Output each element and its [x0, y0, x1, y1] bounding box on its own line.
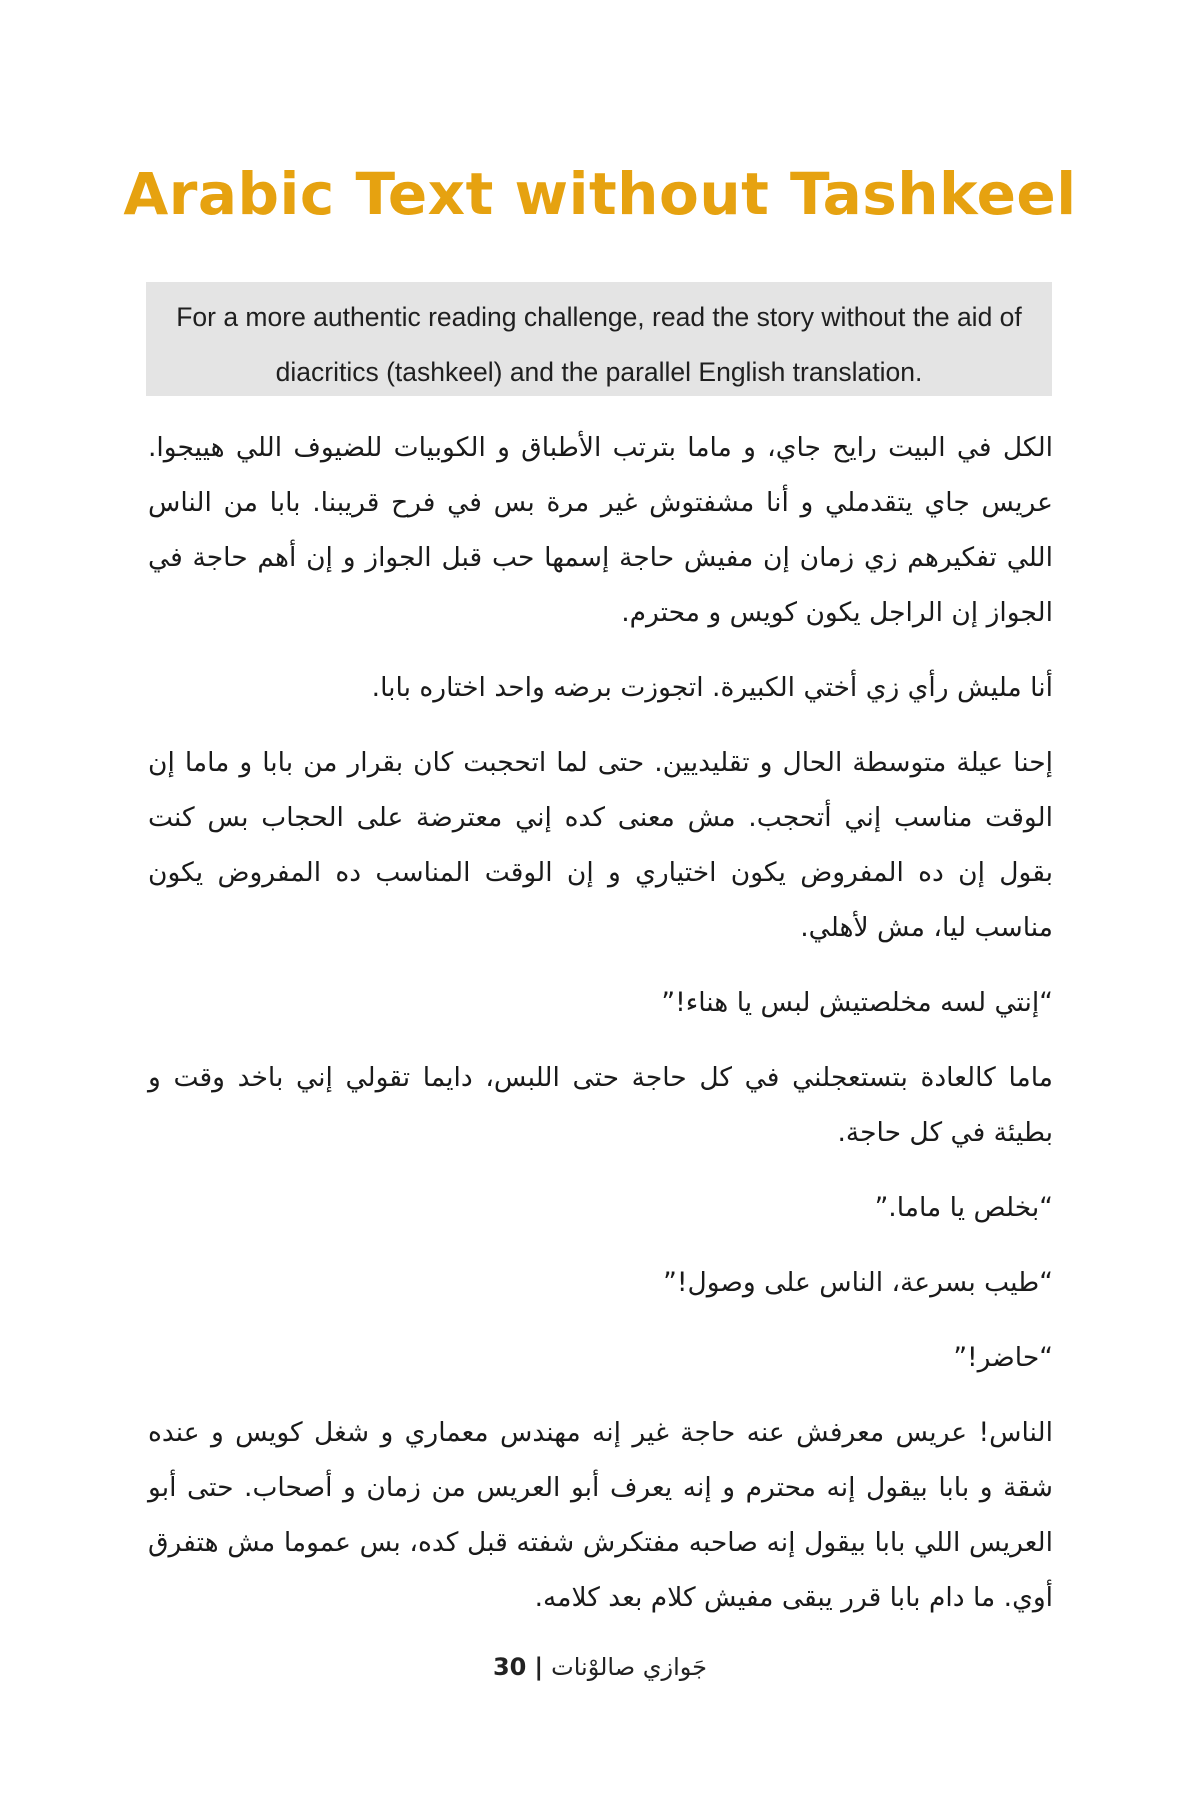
story-dialogue: “بخلص يا ماما.”	[874, 1192, 1053, 1223]
story-paragraph: الكل في البيت رايح جاي، و ماما بترتب الأطباق و الكوبيات للضيوف اللي هييجوا. عريس جاي يتقدملي و أنا مشفتوش غير مرة بس في فرح قريبنا. بابا من الناس اللي تفكيرهم زي زمان إن مفيش حاجة إسمها حب قبل الجواز و إن أهم حاجة في الجواز إن الراجل يكون كويس و محترم.	[148, 432, 1053, 628]
story-dialogue: “طيب بسرعة، الناس على وصول!”	[663, 1267, 1053, 1298]
book-title: جَوازي صالوْنات	[551, 1653, 708, 1681]
story-paragraph: أنا مليش رأي زي أختي الكبيرة. اتجوزت برضه واحد اختاره بابا.	[371, 672, 1053, 703]
story-text	[148, 420, 1053, 1645]
page-number: 30	[492, 1653, 527, 1681]
story-paragraph: الناس! عريس معرفش عنه حاجة غير إنه مهندس معماري و شغل كويس و عنده شقة و بابا بيقول إنه محترم و إنه يعرف أبو العريس من زمان و أصحاب. حتى أبو العريس اللي بابا بيقول إنه صاحبه مفتكرش شفته قبل كده، بس عموما مش هتفرق أوي. ما دام بابا قرر يبقى مفيش كلام بعد كلامه.	[148, 1417, 1053, 1613]
page-footer	[0, 1653, 1200, 1681]
page-title: Arabic Text without Tashkeel	[123, 160, 1077, 228]
intro-note-text: For a more authentic reading challenge, read the story without the aid of diacritics (tashkeel) and the parallel English translation.	[176, 302, 1022, 387]
story-paragraph: إحنا عيلة متوسطة الحال و تقليديين. حتى لما اتحجبت كان بقرار من بابا و ماما إن الوقت مناسب إني أتحجب. مش معنى كده إني معترضة على الحجاب بس كنت بقول إن ده المفروض يكون اختياري و إن الوقت المناسب ده المفروض يكون مناسب ليا، مش لأهلي.	[148, 747, 1053, 943]
story-dialogue: “حاضر!”	[953, 1342, 1053, 1373]
story-paragraph: ماما كالعادة بتستعجلني في كل حاجة حتى اللبس، دايما تقولي إني باخد وقت و بطيئة في كل حاجة.	[148, 1062, 1053, 1148]
story-dialogue: “إنتي لسه مخلصتيش لبس يا هناء!”	[661, 987, 1053, 1018]
footer-separator: |	[534, 1653, 544, 1681]
intro-note-box	[146, 282, 1052, 396]
